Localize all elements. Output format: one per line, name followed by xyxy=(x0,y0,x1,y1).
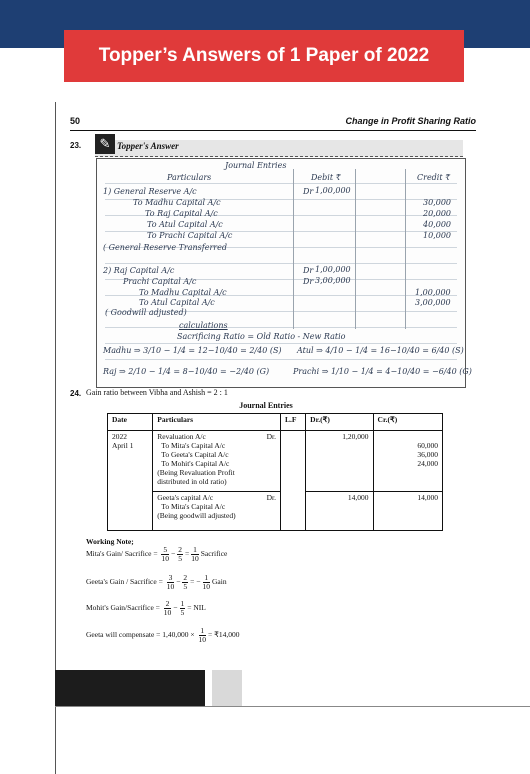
credit-line: To Mita's Capital A/c xyxy=(161,441,226,450)
topper-logo-icon: ✎ xyxy=(95,134,115,154)
debit-amount-cell xyxy=(306,431,373,492)
geeta-result: Gain xyxy=(212,577,227,587)
table-row xyxy=(108,431,443,492)
handwritten-answer-sheet xyxy=(96,158,472,388)
fraction xyxy=(199,627,207,644)
particulars-cell xyxy=(153,492,281,531)
hw-calc-atul: Atul ⇒ 4/10 − 1/4 = 16−10/40 = 6/40 (S) xyxy=(297,346,464,355)
gain-ratio-statement: Gain ratio between Vibha and Ashish = 2 : 1 xyxy=(86,388,228,397)
hw-entry2-amount: 1,00,000 xyxy=(315,265,351,274)
numerator: 2 xyxy=(178,545,182,554)
fraction xyxy=(180,600,186,617)
hw-entry1-narration: ( General Reserve Transferred xyxy=(103,243,227,252)
numerator: 3 xyxy=(168,573,173,582)
date-cell xyxy=(108,431,153,531)
working-note-title: Working Note; xyxy=(86,537,134,546)
debit-account: Revaluation A/c xyxy=(157,432,206,441)
page-header xyxy=(70,114,476,131)
compensation-label: Geeta will compensate = 1,40,000 × xyxy=(86,630,195,640)
hw-entry1-credit: 40,000 xyxy=(423,220,451,229)
footer-dark-block xyxy=(55,670,205,706)
hw-entry1-credit: 20,000 xyxy=(423,209,451,218)
hw-entry1-line: To Raj Capital A/c xyxy=(145,209,218,218)
working-mita: Mita's Gain/ Sacrifice = $\frac{5}{10}$ − $\frac{2}{5}$ = $\frac{1}{10}$ Sacrifice xyxy=(86,545,228,563)
denominator: 10 xyxy=(191,554,199,563)
sheet-column-line xyxy=(355,169,356,329)
hw-calc-madhu: Madhu ⇒ 3/10 − 1/4 = 12−10/40 = 2/40 (S) xyxy=(103,346,282,355)
sheet-column-line xyxy=(405,169,406,329)
hw-col-debit: Debit ₹ xyxy=(311,173,341,182)
sheet-rule xyxy=(105,343,457,344)
col-debit: Dr.(₹) xyxy=(306,414,373,431)
credit-amount: 14,000 xyxy=(417,493,438,502)
hw-entry1-dr: Dr xyxy=(303,187,314,196)
numerator: 1 xyxy=(204,573,209,582)
narration: (Being Revaluation Profit xyxy=(157,468,235,477)
hw-entry1-credit: 30,000 xyxy=(423,198,451,207)
banner-title: Topper’s Answers of 1 Paper of 2022 xyxy=(98,45,430,66)
working-geeta: Geeta's Gain / Sacrifice = $\frac{3}{10}$ − $\frac{2}{5}$ = − $\frac{1}{10}$ Gain xyxy=(86,573,227,591)
numerator: 1 xyxy=(193,545,197,554)
denominator: 5 xyxy=(183,582,188,591)
hw-calc-formula: Sacrificing Ratio = Old Ratio - New Ratio xyxy=(177,332,346,341)
credit-line: To Geeta's Capital A/c xyxy=(161,450,229,459)
banner xyxy=(64,30,464,82)
col-date: Date xyxy=(108,414,153,431)
hw-entry1-amount: 1,00,000 xyxy=(315,186,351,195)
hw-col-particulars: Particulars xyxy=(167,173,212,182)
col-credit: Cr.(₹) xyxy=(373,414,442,431)
col-particulars: Particulars xyxy=(153,414,281,431)
question-24-number: 24. xyxy=(70,389,82,398)
hw-entry2-line: To Atul Capital A/c xyxy=(139,298,215,307)
debit-amount: 14,000 xyxy=(347,493,369,502)
mohit-result: = NIL xyxy=(187,603,206,613)
denominator: 10 xyxy=(163,608,172,617)
hw-calc-prachi: Prachi ⇒ 1/10 − 1/4 = 4−10/40 = −6/40 (G) xyxy=(293,367,472,376)
debit-line xyxy=(157,493,276,502)
narration: (Being goodwill adjusted) xyxy=(157,511,236,520)
hw-col-credit: Credit ₹ xyxy=(417,173,451,182)
denominator: 10 xyxy=(198,635,207,644)
particulars-cell xyxy=(153,431,281,492)
hw-entry2-amount: 3,00,000 xyxy=(315,276,351,285)
denominator: 5 xyxy=(180,608,185,617)
credit-line: To Mita's Capital A/c xyxy=(161,502,226,511)
debit-line xyxy=(157,432,276,441)
sheet-rule xyxy=(105,359,457,360)
lf-cell xyxy=(281,431,306,531)
journal-entries-title: Journal Entries xyxy=(239,401,293,410)
hw-calc-raj: Raj ⇒ 2/10 − 1/4 = 8−10/40 = −2/40 (G) xyxy=(103,367,270,376)
credit-amount: 24,000 xyxy=(417,459,438,468)
hw-entry2-narration: ( Goodwill adjusted) xyxy=(105,308,187,317)
hw-entry2-dr: Dr xyxy=(303,277,314,286)
denominator: 10 xyxy=(166,582,175,591)
numerator: 2 xyxy=(183,573,188,582)
fraction xyxy=(161,546,169,563)
mita-result: Sacrifice xyxy=(200,549,228,559)
chapter-title: Change in Profit Sharing Ratio xyxy=(345,116,476,126)
hw-entry2-line: To Madhu Capital A/c xyxy=(139,288,227,297)
footer-grey-block xyxy=(212,670,242,706)
hw-entry1-debit: 1) General Reserve A/c xyxy=(103,187,197,196)
footer-rule xyxy=(55,706,530,707)
numerator: 2 xyxy=(165,599,170,608)
mita-label: Mita's Gain/ Sacrifice = xyxy=(86,549,158,559)
numerator: 1 xyxy=(200,626,205,635)
fraction xyxy=(203,574,211,591)
hw-entry1-credit: 10,000 xyxy=(423,231,451,240)
fraction xyxy=(167,574,175,591)
hw-entry1-line: To Atul Capital A/c xyxy=(147,220,223,229)
dr-marker: Dr. xyxy=(266,493,277,502)
credit-amount-cell xyxy=(373,431,442,492)
denominator: 5 xyxy=(178,554,182,563)
journal-table xyxy=(107,413,443,531)
debit-amount: 1,20,000 xyxy=(342,432,369,441)
narration: distributed in old ratio) xyxy=(157,477,227,486)
hw-entry1-line: To Prachi Capital A/c xyxy=(147,231,233,240)
working-compensation xyxy=(86,627,240,644)
dr-marker: Dr. xyxy=(266,432,277,441)
credit-amount: 36,000 xyxy=(417,450,438,459)
numerator: 5 xyxy=(163,545,168,554)
hw-entry2-debit: Prachi Capital A/c xyxy=(123,277,197,286)
sheet-column-line xyxy=(293,169,294,329)
date-day: April 1 xyxy=(112,441,134,450)
table-header-row xyxy=(108,414,443,431)
col-lf: L.F xyxy=(281,414,306,431)
hw-entry2-credit: 1,00,000 xyxy=(415,288,451,297)
hw-entry2-credit: 3,00,000 xyxy=(415,298,451,307)
fraction xyxy=(164,600,172,617)
debit-account: Geeta's capital A/c xyxy=(157,493,214,502)
working-mohit: Mohit's Gain/Sacrifice = $\frac{2}{10}$ − $\frac{1}{5}$ = NIL xyxy=(86,599,206,617)
fraction xyxy=(191,546,199,563)
hw-entry2-dr: Dr xyxy=(303,266,314,275)
table-row xyxy=(108,492,443,531)
debit-amount-cell xyxy=(306,492,373,531)
geeta-label: Geeta's Gain / Sacrifice = xyxy=(86,577,163,587)
page-number: 50 xyxy=(70,116,81,126)
numerator: 1 xyxy=(180,599,185,608)
compensation-result: = ₹14,000 xyxy=(208,630,240,640)
question-23-number: 23. xyxy=(70,141,82,150)
hw-entry2-debit: 2) Raj Capital A/c xyxy=(103,266,175,275)
denominator: 10 xyxy=(161,554,169,563)
toppers-answer-label: Topper's Answer xyxy=(117,141,179,151)
fraction xyxy=(182,574,188,591)
hw-calculations-heading: calculations xyxy=(179,321,228,330)
hw-entry1-line: To Madhu Capital A/c xyxy=(133,198,221,207)
mohit-label: Mohit's Gain/Sacrifice = xyxy=(86,603,160,613)
fraction xyxy=(177,546,183,563)
toppers-answer-bar xyxy=(95,140,463,157)
credit-amount-cell xyxy=(373,492,442,531)
credit-amount: 60,000 xyxy=(417,441,438,450)
credit-line: To Mohit's Capital A/c xyxy=(161,459,230,468)
denominator: 10 xyxy=(202,582,211,591)
spacer xyxy=(378,432,438,441)
date-year: 2022 xyxy=(112,432,127,441)
hw-title: Journal Entries xyxy=(225,161,287,170)
